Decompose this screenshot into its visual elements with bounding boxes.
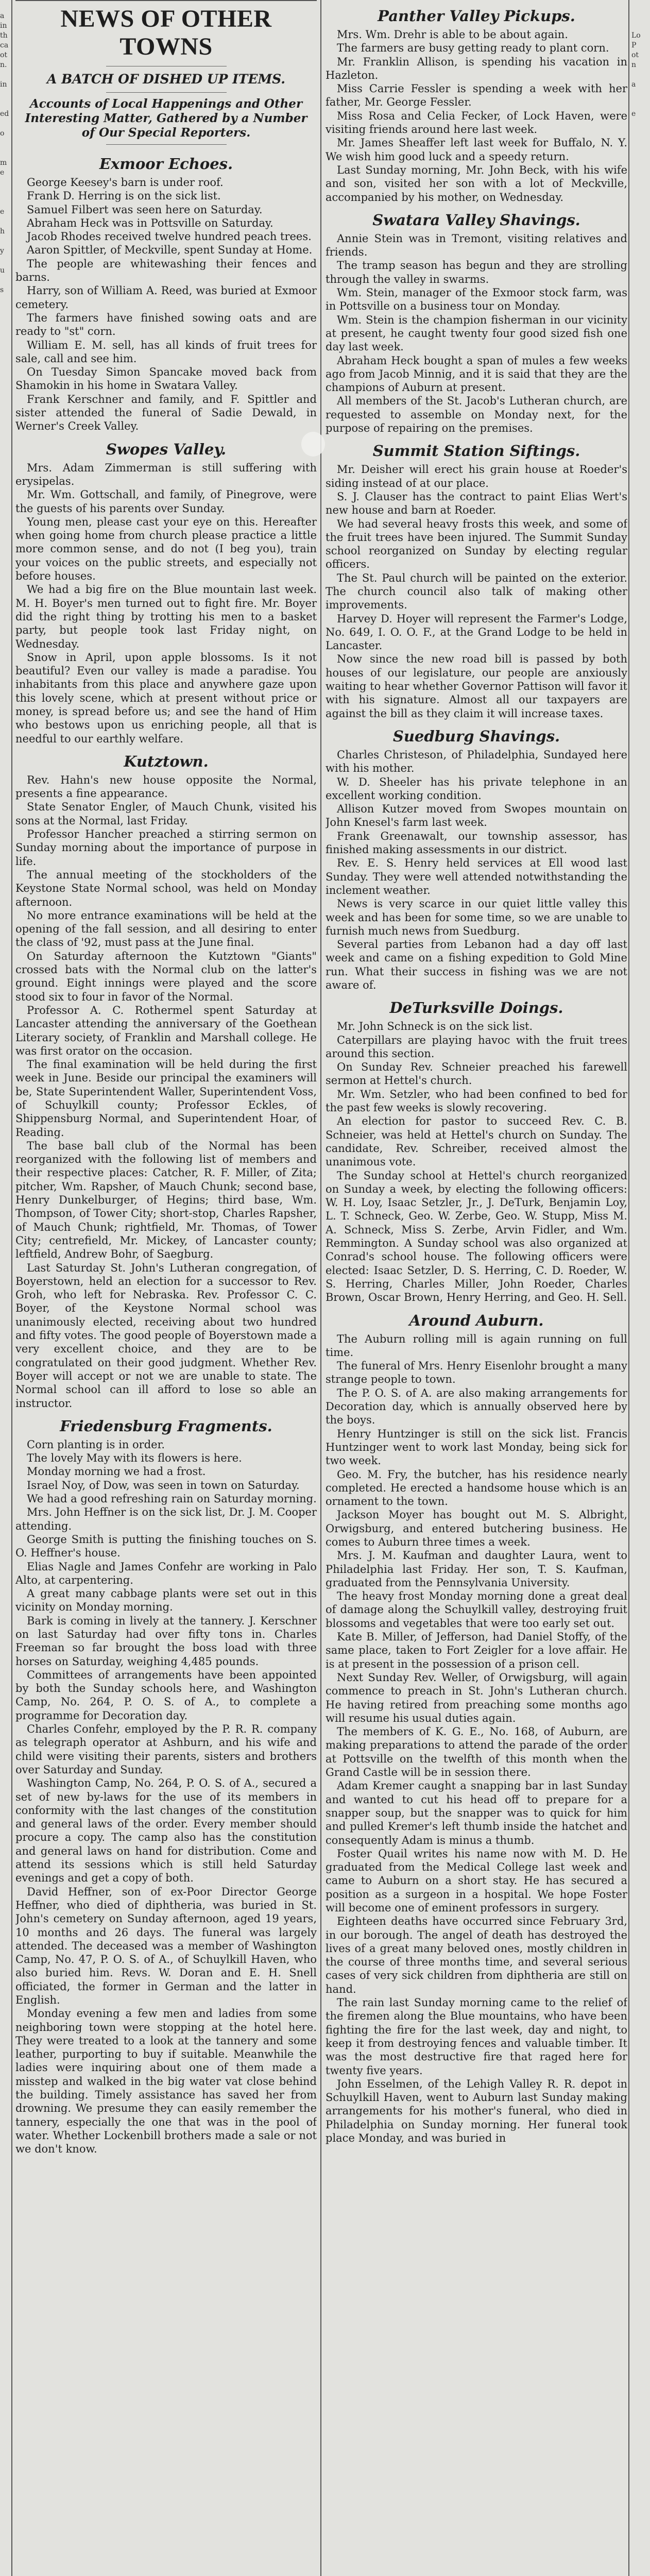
news-item: On Sunday Rev. Schneier preached his farewell sermon at Hettel's church. [326, 1061, 627, 1087]
fragment-text [631, 21, 650, 31]
fragment-text: a [0, 12, 5, 20]
news-item: Abraham Heck bought a span of mules a few weeks ago from Jacob Minnig, and it is said that they are the champions of Auburn at present. [326, 354, 627, 394]
fragment-text [0, 276, 10, 285]
news-item: Now since the new road bill is passed by both houses of our legislature, our people are anxiously waiting to hear whether Governor Pattison will favor it with his signature. Almost all our taxpayers are against the bill as they claim it will increase taxes. [326, 653, 627, 720]
news-item: Mr. Wm. Gottschall, and family, of Pinegrove, were the guests of his parents over Sunday. [15, 488, 317, 515]
news-item: Henry Huntzinger is still on the sick list. Francis Huntzinger went to work last Monday, being sick for two week. [326, 1427, 627, 1467]
news-item: All members of the St. Jacob's Lutheran church, are requested to assemble on Monday next, for the purpose of repairing on the premises. [326, 395, 627, 435]
news-item: Abraham Heck was in Pottsville on Saturday. [27, 216, 273, 229]
fragment-text [631, 119, 650, 129]
section-heading: Around Auburn. [409, 1311, 544, 1329]
news-item: An election for pastor to succeed Rev. C. B. Schneier, was held at Hettel's church on Sunday. The candidate, Rev. Schreiber, received almost the unanimous vote. [326, 1115, 627, 1168]
news-item: The farmers have finished sowing oats and are ready to "st" corn. [15, 311, 317, 338]
news-item: The funeral of Mrs. Henry Eisenlohr brought a many strange people to town. [326, 1360, 627, 1386]
deck: Accounts of Local Happenings and Other Interesting Matter, Gathered by a Number of Our Special Reporters. [25, 97, 307, 140]
news-item: Jackson Moyer has bought out M. S. Albright, Orwigsburg, and entered butchering business. He comes to Auburn three times a week. [326, 1509, 627, 1548]
news-item: Adam Kremer caught a snapping bar in last Sunday and wanted to cut his head off to prepare for a snapper soup, but the snapper was to quick for him and pulled Kremer's left thumb inside the hatchet and consequently Adam is minus a thumb. [326, 1780, 627, 1846]
fragment-text [0, 236, 10, 246]
left-column-rule [11, 0, 12, 2576]
fragment-text [631, 236, 650, 246]
fragment-text [0, 188, 10, 197]
fragment-text [0, 197, 10, 207]
news-item: A great many cabbage plants were set out in this vicinity on Monday morning. [15, 1587, 317, 1614]
news-item: Mrs. Wm. Drehr is able to be about again. [337, 28, 568, 41]
news-item: Charles Christeson, of Philadelphia, Sundayed here with his mother. [326, 748, 627, 775]
news-item: The lovely May with its flowers is here. [27, 1452, 242, 1465]
news-item: Monday evening a few men and ladies from some neighboring town were stopping at the hotel here. They were treated to a look at the tannery and some leather, purporting to buy if suitable. Meanwhile the ladies were inquiring about one of them made a misstep and walked in the big water vat close behind the building. Timely assistance has saved her from drowning. We presume they can easily remember the tannery, especially the one that was in the pool of water. Whether Lockenbill brothers made a sale or not we don't know. [15, 2007, 317, 2156]
news-item: The St. Paul church will be painted on the exterior. The church council also talk of making other improvements. [326, 571, 627, 612]
fragment-text [631, 99, 650, 109]
section-heading: DeTurksville Doings. [389, 999, 563, 1017]
news-item: Geo. M. Fry, the butcher, has his residence nearly completed. He erected a handsome house which is an ornament to the town. [326, 1468, 627, 1508]
news-item: Monday morning we had a frost. [27, 1465, 206, 1478]
news-item: Kate B. Miller, of Jefferson, had Daniel Stoffy, of the same place, taken to Fort Zeigler for a love affair. He is at present in the possession of a prison cell. [326, 1631, 627, 1670]
fragment-text: h [0, 227, 5, 235]
fragment-text: e [631, 110, 636, 118]
news-item: State Senator Engler, of Mauch Chunk, visited his sons at the Normal, last Friday. [15, 801, 317, 827]
masthead: NEWS OF OTHER TOWNS [60, 5, 272, 60]
fragment-text [631, 295, 650, 305]
section-heading: Suedburg Shavings. [392, 727, 560, 745]
news-item: Last Saturday St. John's Lutheran congregation, of Boyerstown, held an election for a successor to Rev. Groh, who left for Nebraska. Rev. Professor C. C. Boyer, of the Keystone Normal school was unanimously elected, receiving about two hundred and fifty votes. The good people of Boyerstown made a very excellent choice, and they are to be congratulated on their good judgment. Whether Rev. Boyer will accept or not we are unable to state. The Normal school can ill afford to lose so able an instructor. [15, 1261, 317, 1410]
fragment-text: in [0, 80, 7, 89]
news-item: Israel Noy, of Dow, was seen in town on Saturday. [27, 1479, 300, 1492]
news-item: The tramp season has begun and they are strolling through the valley in swarms. [326, 259, 627, 285]
fragment-text: P [631, 41, 637, 49]
section-heading: Swopes Valley. [106, 440, 227, 458]
news-item: Corn planting is in order. [27, 1438, 165, 1451]
divider [106, 144, 227, 145]
top-rule [15, 0, 317, 1]
news-item: W. D. Sheeler has his private telephone in an excellent working condition. [326, 775, 627, 802]
news-item: Mrs. Adam Zimmerman is still suffering with erysipelas. [15, 461, 317, 487]
section-heading: Swatara Valley Shavings. [372, 211, 580, 229]
subhead: A BATCH OF DISHED UP ITEMS. [46, 72, 285, 87]
fragment-text [631, 256, 650, 266]
section-heading: Summit Station Siftings. [372, 442, 580, 460]
news-item: Bark is coming in lively at the tannery. J. Kerschner on last Saturday had over fifty tons in. Charles Freeman so far brought the boss load with three horses on Saturday, weighing 4,485 pounds. [15, 1614, 317, 1668]
news-item: Eighteen deaths have occurred since February 3rd, in our borough. The angel of death has destroyed the lives of a great many beloved ones, mostly children in the course of three months time, and several serious cases of very sick children from diphtheria are still on hand. [326, 1915, 627, 1995]
fragment-text [0, 148, 10, 158]
fragment-text [0, 119, 10, 129]
news-item: The base ball club of the Normal has been reorganized with the following list of members and their respective places: Catcher, R. F. Miller, of Zita; pitcher, Wm. Rapsher, of Mauch Chunk; second base, Henry Dunkelburger, of Hegins; third base, Wm. Thompson, of Tower City; short-stop, Charles Rapsher, of Mauch Chunk; rightfield, Mr. Thomas, of Tower City; centrefield, Mr. Mickey, of Lancaster county; leftfield, Andrew Bohr, of Saegburg. [15, 1139, 317, 1261]
fragment-text: ed [0, 110, 9, 118]
news-item: Samuel Filbert was seen here on Saturday. [27, 203, 263, 216]
fragment-text [0, 256, 10, 266]
news-item: Frank Greenawalt, our township assessor, has finished making assessments in our district. [326, 829, 627, 856]
fragment-text: y [0, 247, 4, 255]
fragment-text: in [0, 22, 7, 30]
news-item: George Keesey's barn is under roof. [27, 176, 224, 189]
fragment-text: s [0, 286, 4, 294]
fragment-text: a [631, 80, 636, 89]
fragment-text [631, 246, 650, 256]
news-item: Committees of arrangements have been appointed by both the Sunday schools here, and Washington Camp, No. 264, P. O. S. of A., to complete a programme for Decoration day. [15, 1668, 317, 1722]
main-column [15, 0, 317, 2156]
news-item: Jacob Rhodes received twelve hundred peach trees. [27, 230, 312, 243]
fragment-text: n [631, 61, 637, 69]
news-item: Mrs. J. M. Kaufman and daughter Laura, went to Philadelphia last Friday. Her son, T. S. Kaufman, graduated from the Pennsylvania University. [326, 1549, 627, 1589]
section-heading: Friedensburg Fragments. [60, 1417, 272, 1435]
fragment-text [631, 217, 650, 227]
right-sections [326, 0, 627, 2145]
fragment-text [631, 90, 650, 99]
section-heading: Panther Valley Pickups. [378, 7, 575, 25]
news-item: We had several heavy frosts this week, and some of the fruit trees have been injured. The Summit Sunday school reorganized on Sunday by electing regular officers. [326, 517, 627, 571]
fragment-text [631, 158, 650, 168]
news-item: Frank Kerschner and family, and F. Spittler and sister attended the funeral of Sadie Dewald, in Werner's Creek Valley. [15, 393, 317, 433]
section-heading: Exmoor Echoes. [99, 155, 233, 173]
news-item: Mr. James Sheaffer left last week for Buffalo, N. Y. We wish him good luck and a speedy return. [326, 137, 627, 163]
news-item: George Smith is putting the finishing touches on S. O. Heffner's house. [15, 1533, 317, 1560]
fragment-text: ot [0, 51, 8, 59]
fragment-text [0, 139, 10, 148]
news-item: The people are whitewashing their fences and barns. [15, 257, 317, 284]
news-item: On Tuesday Simon Spancake moved back from Shamokin in his home in Swatara Valley. [15, 366, 317, 392]
news-item: Wm. Stein, manager of the Exmoor stock farm, was in Pottsville on a business tour on Monday. [326, 286, 627, 313]
news-item: The final examination will be held during the first week in June. Beside our principal the examiners will be, State Superintendent Waller, Superintendent Voss, of Schuylkill county; Professor Eckles, of Shippensburg Normal, and Superintendent Hoar, of Reading. [15, 1058, 317, 1139]
fragment-text: m [0, 159, 7, 167]
fragment-text [0, 305, 10, 315]
left-column-fragment [0, 0, 10, 2576]
fragment-text [631, 285, 650, 295]
news-item: Several parties from Lebanon had a day off last week and came on a fishing expedition to Gold Mine run. What their success in fishing was we are not aware of. [326, 938, 627, 991]
news-item: Young men, please cast your eye on this. Hereafter when going home from church please practice a little more common sense, and do not (I beg you), train your voices on the public streets, and especially not before houses. [15, 515, 317, 583]
center-column-rule [320, 0, 321, 2576]
news-item: Mr. Deisher will erect his grain house at Roeder's siding instead of at our place. [326, 463, 627, 489]
news-item: The Auburn rolling mill is again running on full time. [326, 1332, 627, 1359]
news-item: No more entrance examinations will be held at the opening of the fall session, and all desiring to enter the class of '92, must pass at the June final. [15, 909, 317, 949]
news-item: Miss Carrie Fessler is spending a week with her father, Mr. George Fessler. [326, 82, 627, 109]
fragment-text [0, 90, 10, 99]
news-item: Mr. Franklin Allison, is spending his vacation in Hazleton. [326, 55, 627, 81]
fragment-text: Lo [631, 31, 641, 40]
news-item: Mrs. John Heffner is on the sick list, Dr. J. M. Cooper attending. [15, 1506, 317, 1532]
news-item: Mr. Wm. Setzler, who had been confined to bed for the past few weeks is slowly recovering. [326, 1088, 627, 1114]
fragment-text [631, 148, 650, 158]
fragment-text [0, 178, 10, 188]
news-item: Foster Quail writes his name now with M. D. He graduated from the Medical College last week and came to Auburn on a short stay. He has secured a position as a surgeon in a hospital. We hope Foster will become one of eminent professors in surgery. [326, 1847, 627, 1914]
fragment-text [631, 266, 650, 276]
news-item: Professor Hancher preached a stirring sermon on Sunday morning about the importance of purpose in life. [15, 828, 317, 868]
news-item: Aaron Spittler, of Meckville, spent Sunday at Home. [27, 244, 313, 257]
news-item: The farmers are busy getting ready to plant corn. [337, 42, 609, 55]
news-item: The P. O. S. of A. are also making arrangements for Decoration day, which is annually observed here by the boys. [326, 1386, 627, 1427]
fragment-text [631, 70, 650, 80]
section-heading: Kutztown. [124, 752, 209, 770]
news-item: Harry, son of William A. Reed, was buried at Exmoor cemetery. [15, 284, 317, 311]
news-item: The rain last Sunday morning came to the relief of the firemen along the Blue mountains, who have been fighting the fire for the last week, day and night, to keep it from destroying fences and valuable timber. It was the most destructive fire that raged here for twenty five years. [326, 1996, 627, 2077]
news-item: We had a good refreshing rain on Saturday morning. [27, 1493, 317, 1505]
news-item: Rev. E. S. Henry held services at Ell wood last Sunday. They were well attended notwithstanding the inclement weather. [326, 857, 627, 896]
news-item: Last Sunday morning, Mr. John Beck, with his wife and son, visited her son with a lot of Meckville, accompanied by his mother, on Wednesday. [326, 163, 627, 204]
news-item: The members of K. G. E., No. 168, of Auburn, are making preparations to attend the parade of the order at Pottsville on the twelfth of this month when the Grand Castle will be in session there. [326, 1725, 627, 1779]
fragment-text [631, 197, 650, 207]
right-column-fragment [629, 0, 650, 2576]
news-item: The heavy frost Monday morning done a great deal of damage along the Schuylkill valley, destroying fruit blossoms and vegetables that were too early set out. [326, 1590, 627, 1630]
news-item: News is very scarce in our quiet little valley this week and has been for some time, so we are unable to furnish much news from Suedburg. [326, 897, 627, 937]
news-item: Miss Rosa and Celia Fecker, of Lock Haven, were visiting friends around here last week. [326, 109, 627, 136]
fragment-text [631, 227, 650, 236]
fragment-text: n. [0, 61, 7, 69]
news-item: John Esselmen, of the Lehigh Valley R. R. depot in Schuylkill Haven, went to Auburn last Sunday making arrangements for his mother's funeral, who died in Philadelphia on Sunday morning. Her funeral took place Monday, and was buried in [326, 2077, 627, 2145]
news-item: Annie Stein was in Tremont, visiting relatives and friends. [326, 232, 627, 259]
fragment-text [631, 168, 650, 178]
fragment-text [0, 99, 10, 109]
fragment-text [631, 129, 650, 139]
news-item: S. J. Clauser has the contract to paint Elias Wert's new house and barn at Roeder. [326, 490, 627, 517]
fragment-text [631, 11, 650, 21]
fragment-text [631, 178, 650, 188]
news-item: The Sunday school at Hettel's church reorganized on Sunday a week, by electing the following officers: W. H. Loy, Isaac Setzler, Jr., J. DeTurk, Benjamin Loy, L. T. Schneck, Geo. W. Zerbe, Geo. W. Stupp, Miss M. A. Schneck, Miss S. Zerbe, Arvin Fidler, and Wm. Remmington. A Sunday school was also organized at Conrad's school house. The following officers were elected: Isaac Setzler, D. S. Herring, C. D. Roeder, W. S. Herring, Charles Miller, John Roeder, Charles Brown, Oscar Brown, Henry Herring, and Geo. H. Sell. [326, 1169, 627, 1304]
news-item: Professor A. C. Rothermel spent Saturday at Lancaster attending the anniversary of the Goethean Literary society, of Franklin and Marshall college. He was first orator on the occasion. [15, 1004, 317, 1057]
right-column [326, 0, 627, 2145]
news-item: Rev. Hahn's new house opposite the Normal, presents a fine appearance. [15, 773, 317, 800]
news-item: Harvey D. Hoyer will represent the Farmer's Lodge, No. 649, I. O. O. F., at the Grand Lodge to be held in Lancaster. [326, 612, 627, 652]
fragment-text [631, 139, 650, 148]
fragment-text: u [0, 266, 5, 275]
fragment-text: o [0, 129, 5, 138]
news-item: The annual meeting of the stockholders of the Keystone State Normal school, was held on Monday afternoon. [15, 868, 317, 908]
fragment-text [631, 207, 650, 217]
news-item: Mr. John Schneck is on the sick list. [337, 1020, 533, 1033]
fragment-text [0, 70, 10, 80]
paper-damage-spot [301, 432, 325, 456]
news-item: William E. M. sell, has all kinds of fruit trees for sale, call and see him. [15, 338, 317, 365]
news-item: Charles Confehr, employed by the P. R. R. company as telegraph operator at Ashburn, and his wife and child were visiting their parents, sisters and brothers over Saturday and Sunday. [15, 1723, 317, 1776]
news-item: Next Sunday Rev. Weller, of Orwigsburg, will again commence to preach in St. John's Lutheran church. He having retired from preaching some months ago will resume his usual duties again. [326, 1671, 627, 1724]
news-item: Caterpillars are playing havoc with the fruit trees around this section. [326, 1033, 627, 1060]
fragment-text [631, 188, 650, 197]
news-item: Elias Nagle and James Confehr are working in Palo Alto, at carpentering. [15, 1560, 317, 1586]
fragment-text [0, 295, 10, 305]
fragment-text [0, 217, 10, 227]
fragment-text [631, 276, 650, 285]
news-item: Allison Kutzer moved from Swopes mountain on John Knesel's farm last week. [326, 803, 627, 829]
news-item: David Heffner, son of ex-Poor Director George Heffner, who died of diphtheria, was buried in St. John's cemetery on Sunday afternoon, aged 19 years, 10 months and 26 days. The funeral was largely attended. The deceased was a member of Washington Camp, No. 47, P. O. S. of A., of Schuylkill Haven, who also buried him. Revs. W. Doran and E. H. Snell officiated, the former in German and the latter in English. [15, 1885, 317, 2006]
news-item: Frank D. Herring is on the sick list. [27, 190, 221, 202]
fragment-text [0, 315, 10, 325]
news-item: On Saturday afternoon the Kutztown "Giants" crossed bats with the Normal club on the latter's ground. Eight innings were played and the score stood six to four in favor of the Normal. [15, 950, 317, 1003]
news-item: Snow in April, upon apple blossoms. Is it not beautiful? Even our valley is made a paradise. You inhabitants from this place and anywhere gaze upon this lovely scene, which at present without price or money, is spread before us; and see the hand of Him who bestows upon us enriching people, all that is needful to our earthly welfare. [15, 651, 317, 745]
fragment-text: th [0, 31, 8, 40]
divider [106, 92, 227, 93]
fragment-text: e [0, 168, 5, 177]
fragment-text: ca [0, 41, 9, 49]
fragment-text: ot [631, 51, 639, 59]
news-item: Wm. Stein is the champion fisherman in our vicinity at present, he caught twenty four good sized fish one day last week. [326, 313, 627, 353]
fragment-text: e [0, 208, 5, 216]
main-sections [15, 148, 317, 2156]
news-item: Washington Camp, No. 264, P. O. S. of A., secured a set of new by-laws for the use of its members in conformity with the last changes of the constitution and general laws of the order. Every member should procure a copy. The camp also has the constitution and general laws on hand for distribution. Come and attend its sessions which is still held Saturday evenings and get a copy of both. [15, 1777, 317, 1885]
news-item: We had a big fire on the Blue mountain last week. M. H. Boyer's men turned out to fight fire. Mr. Boyer did the right thing by trotting his men to a basket party, but people took last Friday night, on Wednesday. [15, 583, 317, 650]
